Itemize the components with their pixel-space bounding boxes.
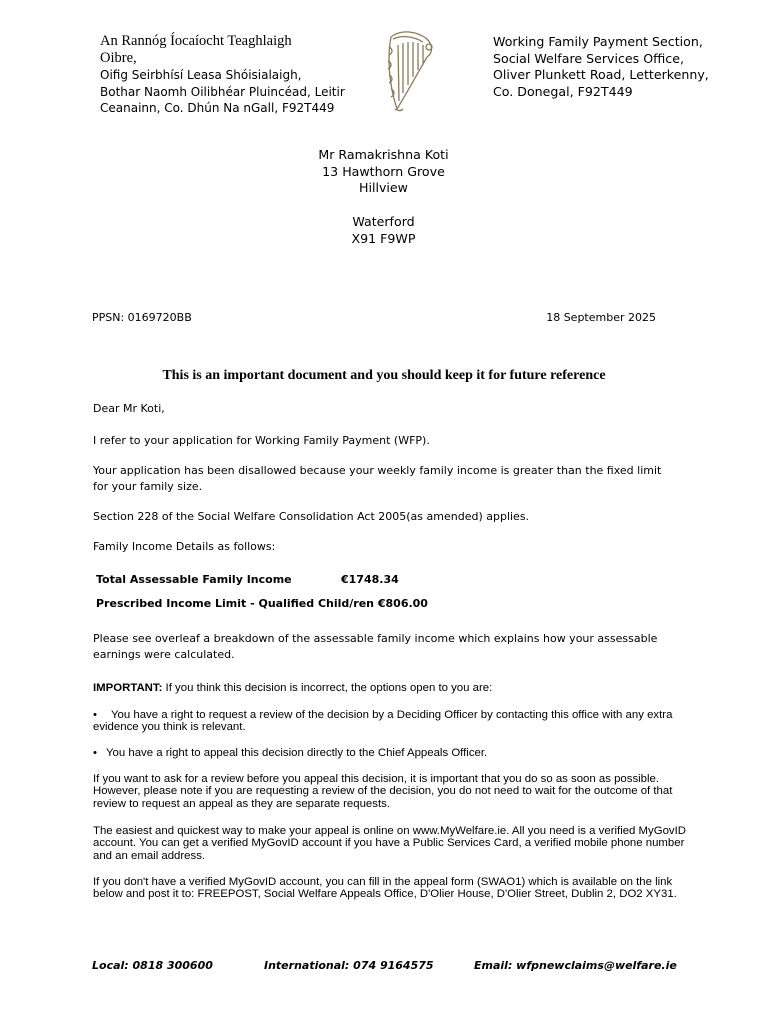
paragraph-application-ref: I refer to your application for Working Family Payment (WFP). xyxy=(93,434,430,447)
recipient-name: Mr Ramakrishna Koti xyxy=(318,147,449,162)
paragraph-legislation: Section 228 of the Social Welfare Consolidation Act 2005(as amended) applies. xyxy=(93,510,530,523)
bullet-text: You have a right to request a review of the decision by a Deciding Officer by contacting this office with any extra evidence you think is relevant. xyxy=(93,709,673,734)
income-label: Prescribed Income Limit - Qualified Child/ren xyxy=(96,597,375,610)
letter-date: 18 September 2025 xyxy=(546,311,656,324)
ppsn-reference: PPSN: 0169720BB xyxy=(92,311,192,324)
paragraph-disallowed: Your application has been disallowed because your weekly family income is greater than the fixed limit for your family size. xyxy=(93,464,662,493)
footer-email: Email: wfpnewclaims@welfare.ie xyxy=(474,959,677,972)
recipient-street: 13 Hawthorn Grove xyxy=(322,163,445,179)
irish-section-name-line2: Oibre, xyxy=(100,50,137,66)
important-text: If you think this decision is incorrect, the options open to you are: xyxy=(162,682,493,694)
english-address-line: Co. Donegal, F92T449 xyxy=(493,83,633,99)
footer-international-phone: International: 074 9164575 xyxy=(264,959,434,972)
recipient-area: Hillview xyxy=(359,180,408,196)
irish-address-line: Oifig Seirbhísí Leasa Shóisialaigh, xyxy=(100,68,302,82)
paragraph-income-intro: Family Income Details as follows: xyxy=(93,540,276,553)
income-value: €1748.34 xyxy=(341,573,399,586)
irish-address-block xyxy=(100,33,360,117)
bullet-marker: • xyxy=(93,709,97,721)
important-document-headline: This is an important document and you should keep it for future reference xyxy=(162,368,606,383)
english-address-line: Social Welfare Services Office, xyxy=(493,50,684,66)
bullet-text: You have a right to appeal this decision directly to the Chief Appeals Officer. xyxy=(106,747,488,759)
recipient-city: Waterford xyxy=(352,213,415,229)
footer-local-phone: Local: 0818 300600 xyxy=(92,959,213,972)
recipient-address xyxy=(270,147,497,247)
paragraph-overleaf: Please see overleaf a breakdown of the assessable family income which explains how your assessable earnings were calculated. xyxy=(93,632,658,661)
income-label: Total Assessable Family Income xyxy=(96,573,292,586)
paragraph-online-appeal: The easiest and quickest way to make your appeal is online on www.MyWelfare.ie. All you need is a verified MyGovID account. You can get a verified MyGovID account if you have a Public Services Card, a verified mobile phone number and an email address. xyxy=(93,825,687,862)
income-row-total xyxy=(96,573,399,586)
irish-section-name-line1: An Rannóg Íocaíocht Teaghlaigh xyxy=(100,33,292,49)
bullet-marker: • xyxy=(93,747,97,759)
bullet-review xyxy=(93,709,693,734)
bullet-appeal xyxy=(93,747,693,759)
english-address-line: Oliver Plunkett Road, Letterkenny, xyxy=(493,67,709,82)
harp-emblem-icon xyxy=(383,27,439,115)
greeting: Dear Mr Koti, xyxy=(93,402,165,415)
irish-address-line: Bothar Naomh Oilibhéar Pluincéad, Leitir xyxy=(100,84,345,99)
income-value: €806.00 xyxy=(377,597,428,610)
income-row-limit xyxy=(96,597,428,610)
paragraph-postal-appeal: If you don't have a verified MyGovID account, you can fill in the appeal form (SWAO1) which is available on the link below and post it to: FREEPOST, Social Welfare Appeals Office, D'Olier House, D'Olier Street, Dublin 2, DO2 XY31. xyxy=(93,876,677,901)
recipient-eircode: X91 F9WP xyxy=(351,230,416,246)
english-address-line: Working Family Payment Section, xyxy=(493,34,703,49)
paragraph-review-timing: If you want to ask for a review before you appeal this decision, it is important that you do so as soon as possible. However, please note if you are requesting a review of the decision, you do not need to wait for the outcome of that review to request an appeal as they are separate requests. xyxy=(93,773,673,810)
irish-address-line: Ceanainn, Co. Dhún Na nGall, F92T449 xyxy=(100,101,335,115)
important-label: IMPORTANT: xyxy=(93,682,163,694)
english-address-block xyxy=(493,34,743,100)
recipient-blank-line xyxy=(270,197,497,214)
important-notice xyxy=(93,682,693,694)
